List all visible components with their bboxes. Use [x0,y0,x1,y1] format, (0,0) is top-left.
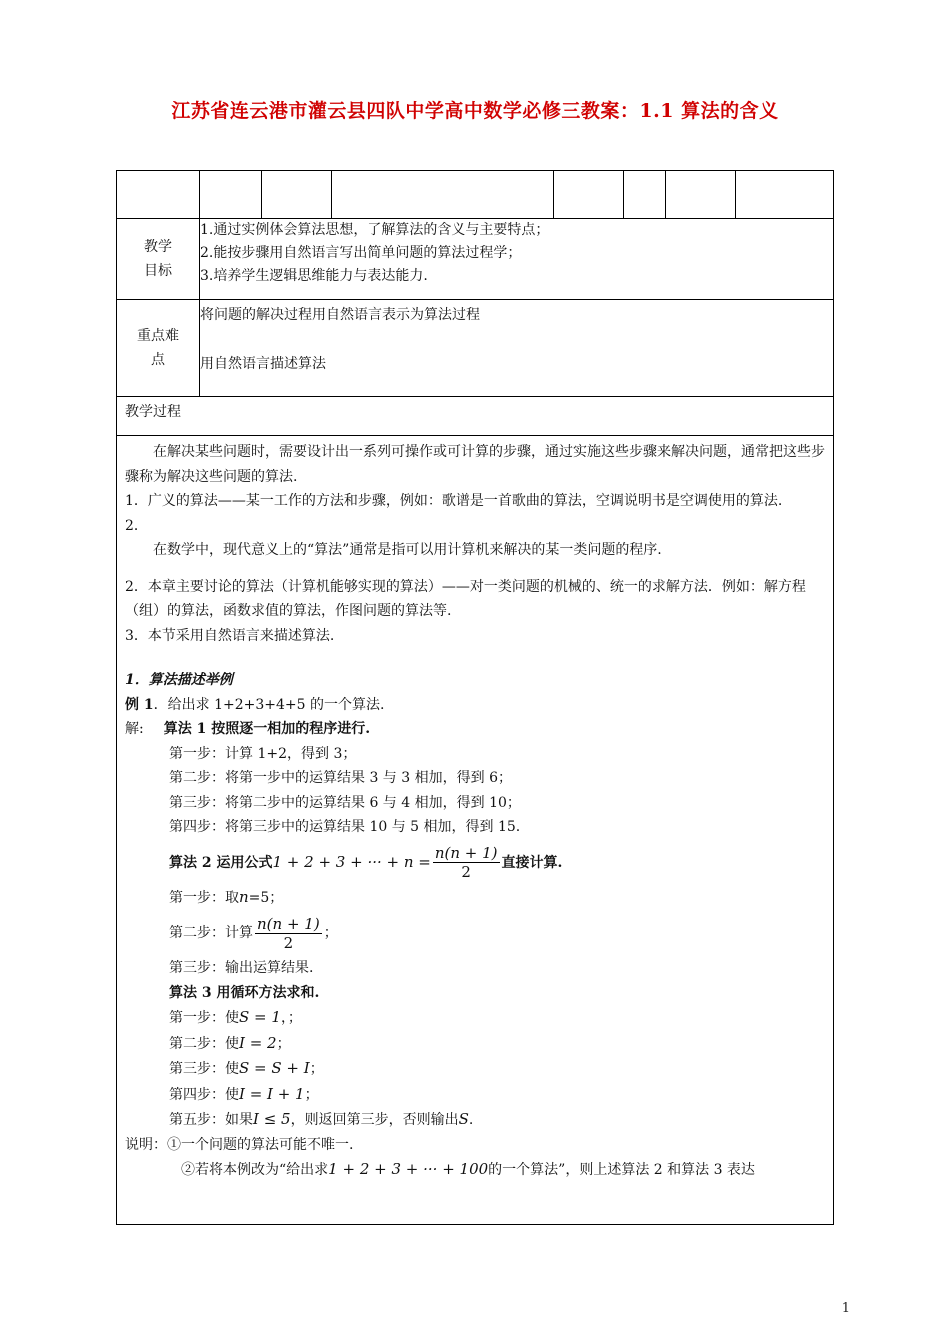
label-line: 教学 [144,239,172,255]
fraction-denominator: 2 [461,863,471,881]
paragraph: 2．本章主要讨论的算法（计算机能够实现的算法）——对一类问题的机械的、统一的求解方法．例如：解方程（组）的算法，函数求值的算法，作图问题的算法等. [125,578,806,619]
example-line [125,693,825,718]
math-expr: S = S + I [239,1059,310,1077]
algorithm-3-step [125,1107,825,1133]
step-text: . [468,1112,474,1128]
algorithm-3-step [125,1082,825,1108]
goal-item: 2.能按步骤用自然语言写出简单问题的算法过程学； [200,245,522,261]
math-expr: 1 + 2 + 3 + ··· + 100 [328,1160,489,1178]
example-text: ．给出求 1+2+3+4+5 的一个算法. [153,696,385,713]
step-text: ； [304,1086,319,1103]
step-text: ； [309,1061,324,1077]
algorithm-2-title-text: 算法 2 运用公式 [169,854,273,871]
solution-label: 解: [125,721,144,737]
process-body [117,436,834,1225]
formula-fraction [433,844,500,881]
list-number: 2． [125,517,148,534]
algorithm-1-step: 第一步：计算 1+2，得到 3； [169,745,357,762]
algorithm-2-title-end: 直接计算. [501,854,563,871]
step-text: 第三步：使 [169,1061,239,1077]
note-line [125,1157,825,1183]
note-text: 的一个算法”，则上述算法 2 和算法 3 表达 [488,1162,755,1178]
fraction-numerator: n(n + 1) [257,914,320,933]
teaching-goals-row [117,219,834,300]
difficult-point: 用自然语言描述算法 [200,356,326,372]
step-text: 第一步：使 [169,1010,239,1026]
fraction-denominator: 2 [283,933,294,952]
algorithm-3-step [125,1005,825,1031]
lesson-plan-table [116,170,834,1225]
teaching-goals-content [200,219,834,300]
header-cell [332,171,554,219]
label-line: 目标 [144,263,172,279]
header-cell [736,171,834,219]
step-text: ，则返回第三步，否则输出 [290,1112,459,1128]
algorithm-2-step [125,885,825,911]
header-cell [117,171,200,219]
solution-line [125,717,825,742]
process-body-row [117,436,834,1225]
math-expr: I = 2 [239,1033,277,1052]
algorithm-3-step [125,1056,825,1082]
formula-lhs: 1 + 2 + 3 + ··· + n = [272,852,431,871]
step-text: 第五步：如果 [169,1112,253,1128]
list-number: 1． [125,493,148,509]
teaching-goals-label [117,219,200,300]
step-text: ； [323,925,338,941]
algorithm-1-step: 第三步：将第二步中的运算结果 6 与 4 相加，得到 10； [169,794,521,811]
process-label: 教学过程 [117,397,834,436]
key-points-content [200,300,834,397]
list-text: 广义的算法——某一工作的方法和步骤，例如：歌谱是一首歌曲的算法，空调说明书是空调使用的算法. [147,493,783,509]
math-expr: S = 1 [239,1008,281,1026]
algorithm-3-step [125,1031,825,1057]
process-row [117,397,834,436]
algorithm-2-step [125,910,825,956]
algorithm-3-title: 算法 3 用循环方法求和. [169,984,320,1001]
key-points-label [117,300,200,397]
example-label: 例 1 [125,696,154,713]
algorithm-1-step: 第四步：将第三步中的运算结果 10 与 5 相加，得到 15. [169,819,521,835]
algorithm-1-title: 算法 1 按照逐一相加的程序进行. [163,721,371,737]
document-title: 江苏省连云港市灌云县四队中学高中数学必修三教案：1.1 算法的含义 [171,100,779,122]
formula-fraction [255,915,322,952]
label-line: 重点难 [137,328,179,344]
modern-definition: 在数学中，现代意义上的“算法”通常是指可以用计算机来解决的某一类问题的程序. [153,542,662,558]
header-cell [554,171,624,219]
step-text: 第一步：取 [169,889,239,906]
step-text: ； [276,1035,291,1052]
section-title: 1．算法描述举例 [125,672,233,688]
algorithm-2-title [125,840,825,885]
note-text: ②若将本例改为“给出求 [181,1162,329,1178]
math-expr: I = I + 1 [239,1084,305,1103]
math-var: n [239,887,249,906]
header-row [117,171,834,219]
goal-item: 3.培养学生逻辑思维能力与表达能力. [200,268,428,284]
label-line: 点 [151,352,165,368]
key-points-row [117,300,834,397]
list-item [125,489,825,514]
paragraph: 3．本节采用自然语言来描述算法. [125,627,335,644]
goal-item: 1.通过实例体会算法思想，了解算法的含义与主要特点； [200,222,550,238]
fraction-numerator: n(n + 1) [434,844,498,862]
header-cell [666,171,736,219]
header-cell [624,171,666,219]
algorithm-1-step: 第二步：将第一步中的运算结果 3 与 3 相加，得到 6； [169,770,512,786]
page-number: 1 [841,1301,850,1316]
step-text: =5； [248,889,284,906]
step-text: ，； [280,1010,302,1026]
key-point: 将问题的解决过程用自然语言表示为算法过程 [200,307,480,323]
header-cell [200,171,262,219]
step-text: 第四步：使 [169,1086,239,1103]
header-cell [262,171,332,219]
algorithm-2-step: 第三步：输出运算结果. [169,960,314,976]
note-line: 说明：①一个问题的算法可能不唯一. [125,1136,354,1153]
step-text: 第二步：计算 [169,925,253,941]
math-expr: S [458,1110,469,1128]
step-text: 第二步：使 [169,1035,239,1052]
intro-paragraph: 在解决某些问题时，需要设计出一系列可操作或可计算的步骤，通过实施这些步骤来解决问题，通常把这些步骤称为解决这些问题的算法. [125,444,825,485]
math-expr: I ≤ 5 [253,1110,291,1128]
